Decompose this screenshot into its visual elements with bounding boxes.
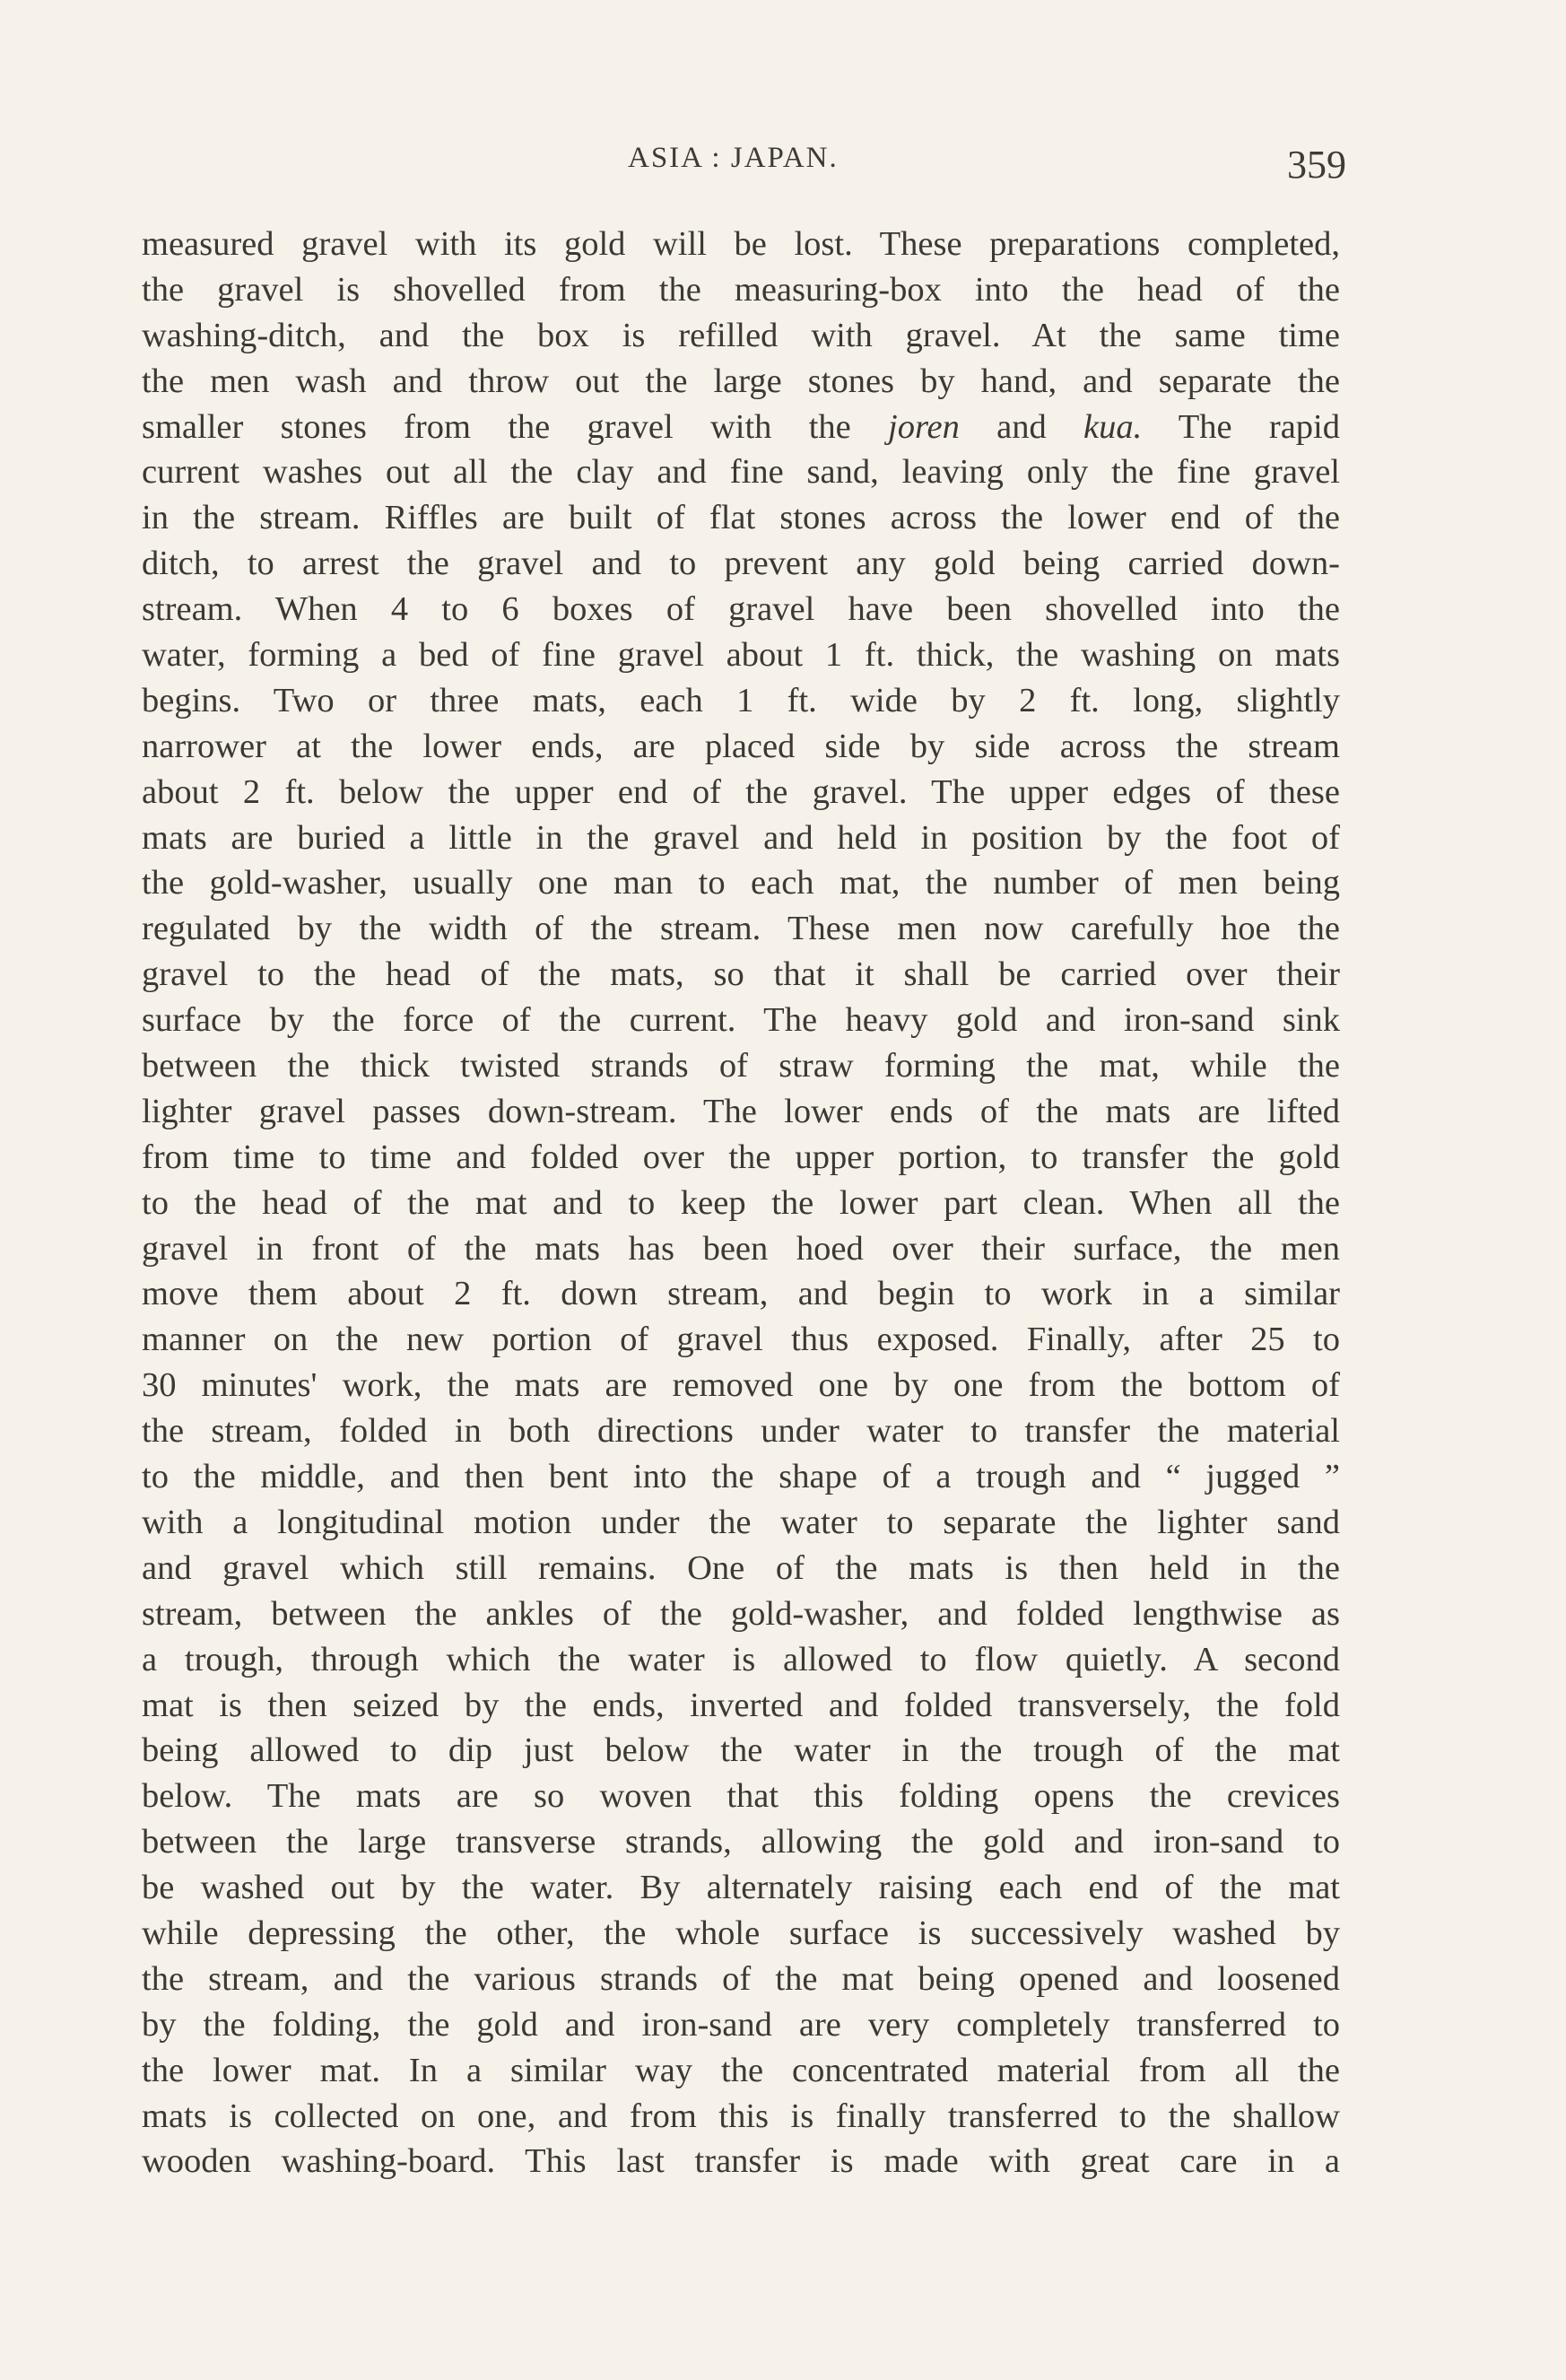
body-paragraph <box>142 222 1340 2184</box>
text-segment: and <box>959 407 1083 446</box>
text-line: 30 minutes' work, the mats are removed one by one from the bottom of <box>142 1366 1340 1405</box>
text-line: stream, between the ankles of the gold-washer, and folded lengthwise as <box>142 1594 1340 1633</box>
text-line: being allowed to dip just below the water in the trough of the mat <box>142 1731 1340 1770</box>
text-line: to the middle, and then bent into the shape of a trough and “ jugged ” <box>142 1458 1340 1496</box>
text-line: the gravel is shovelled from the measuring-box into the head of the <box>142 270 1340 309</box>
text-line: be washed out by the water. By alternately raising each end of the mat <box>142 1869 1340 1907</box>
text-line: begins. Two or three mats, each 1 ft. wide by 2 ft. long, slightly <box>142 681 1340 719</box>
text-line: while depressing the other, the whole surface is successively washed by <box>142 1914 1340 1952</box>
text-line: with a longitudinal motion under the water to separate the lighter sand <box>142 1503 1340 1541</box>
text-line: to the head of the mat and to keep the lower part clean. When all the <box>142 1183 1340 1222</box>
text-line: gravel to the head of the mats, so that it shall be carried over their <box>142 955 1340 994</box>
text-line: current washes out all the clay and fine sand, leaving only the fine gravel <box>142 453 1340 492</box>
text-segment: The rapid <box>1142 407 1340 446</box>
text-segment: smaller stones from the gravel with the <box>142 407 888 446</box>
text-line: the stream, and the various strands of the mat being opened and loosened <box>142 1959 1340 1998</box>
text-line: between the large transverse strands, allowing the gold and iron-sand to <box>142 1823 1340 1861</box>
text-line: by the folding, the gold and iron-sand are very completely transferred to <box>142 2005 1340 2044</box>
text-line: mat is then seized by the ends, inverted and folded transversely, the fold <box>142 1686 1340 1724</box>
text-line: wooden washing-board. This last transfer is made with great care in a <box>142 2142 1340 2181</box>
text-line: the gold-washer, usually one man to each mat, the number of men being <box>142 864 1340 902</box>
text-line: mats is collected on one, and from this is finally transferred to the shallow <box>142 2097 1340 2135</box>
text-line: the stream, folded in both directions under water to transfer the material <box>142 1412 1340 1451</box>
text-line: a trough, through which the water is allowed to flow quietly. A second <box>142 1640 1340 1678</box>
text-line <box>142 405 1340 450</box>
text-line: ditch, to arrest the gravel and to prevent any gold being carried down- <box>142 545 1340 583</box>
text-line: water, forming a bed of fine gravel about 1 ft. thick, the washing on mats <box>142 636 1340 675</box>
text-line: washing-ditch, and the box is refilled with gravel. At the same time <box>142 316 1340 354</box>
italic-term-joren: joren <box>888 407 960 446</box>
text-line: stream. When 4 to 6 boxes of gravel have been shovelled into the <box>142 590 1340 629</box>
text-line: the men wash and throw out the large stones by hand, and separate the <box>142 362 1340 400</box>
text-line: between the thick twisted strands of straw forming the mat, while the <box>142 1047 1340 1085</box>
text-line: surface by the force of the current. The heavy gold and iron-sand sink <box>142 1001 1340 1040</box>
text-line: measured gravel with its gold will be lost. These preparations completed, <box>142 225 1340 263</box>
text-line: the lower mat. In a similar way the concentrated material from all the <box>142 2051 1340 2089</box>
text-line: regulated by the width of the stream. These men now carefully hoe the <box>142 910 1340 948</box>
text-line: below. The mats are so woven that this folding opens the crevices <box>142 1777 1340 1816</box>
text-line: from time to time and folded over the upper portion, to transfer the gold <box>142 1138 1340 1176</box>
text-line: in the stream. Riffles are built of flat stones across the lower end of the <box>142 499 1340 537</box>
page-number: 359 <box>1287 143 1346 187</box>
text-line: mats are buried a little in the gravel and held in position by the foot of <box>142 818 1340 857</box>
text-line: lighter gravel passes down-stream. The lower ends of the mats are lifted <box>142 1092 1340 1130</box>
text-line: gravel in front of the mats has been hoed over their surface, the men <box>142 1229 1340 1268</box>
running-head: ASIA : JAPAN. <box>628 142 839 174</box>
italic-term-kua: kua. <box>1083 407 1143 446</box>
text-line: and gravel which still remains. One of the mats is then held in the <box>142 1548 1340 1587</box>
text-line: narrower at the lower ends, are placed side by side across the stream <box>142 727 1340 765</box>
text-line: about 2 ft. below the upper end of the gravel. The upper edges of these <box>142 772 1340 811</box>
text-line: manner on the new portion of gravel thus exposed. Finally, after 25 to <box>142 1321 1340 1359</box>
text-line: move them about 2 ft. down stream, and begin to work in a similar <box>142 1275 1340 1313</box>
